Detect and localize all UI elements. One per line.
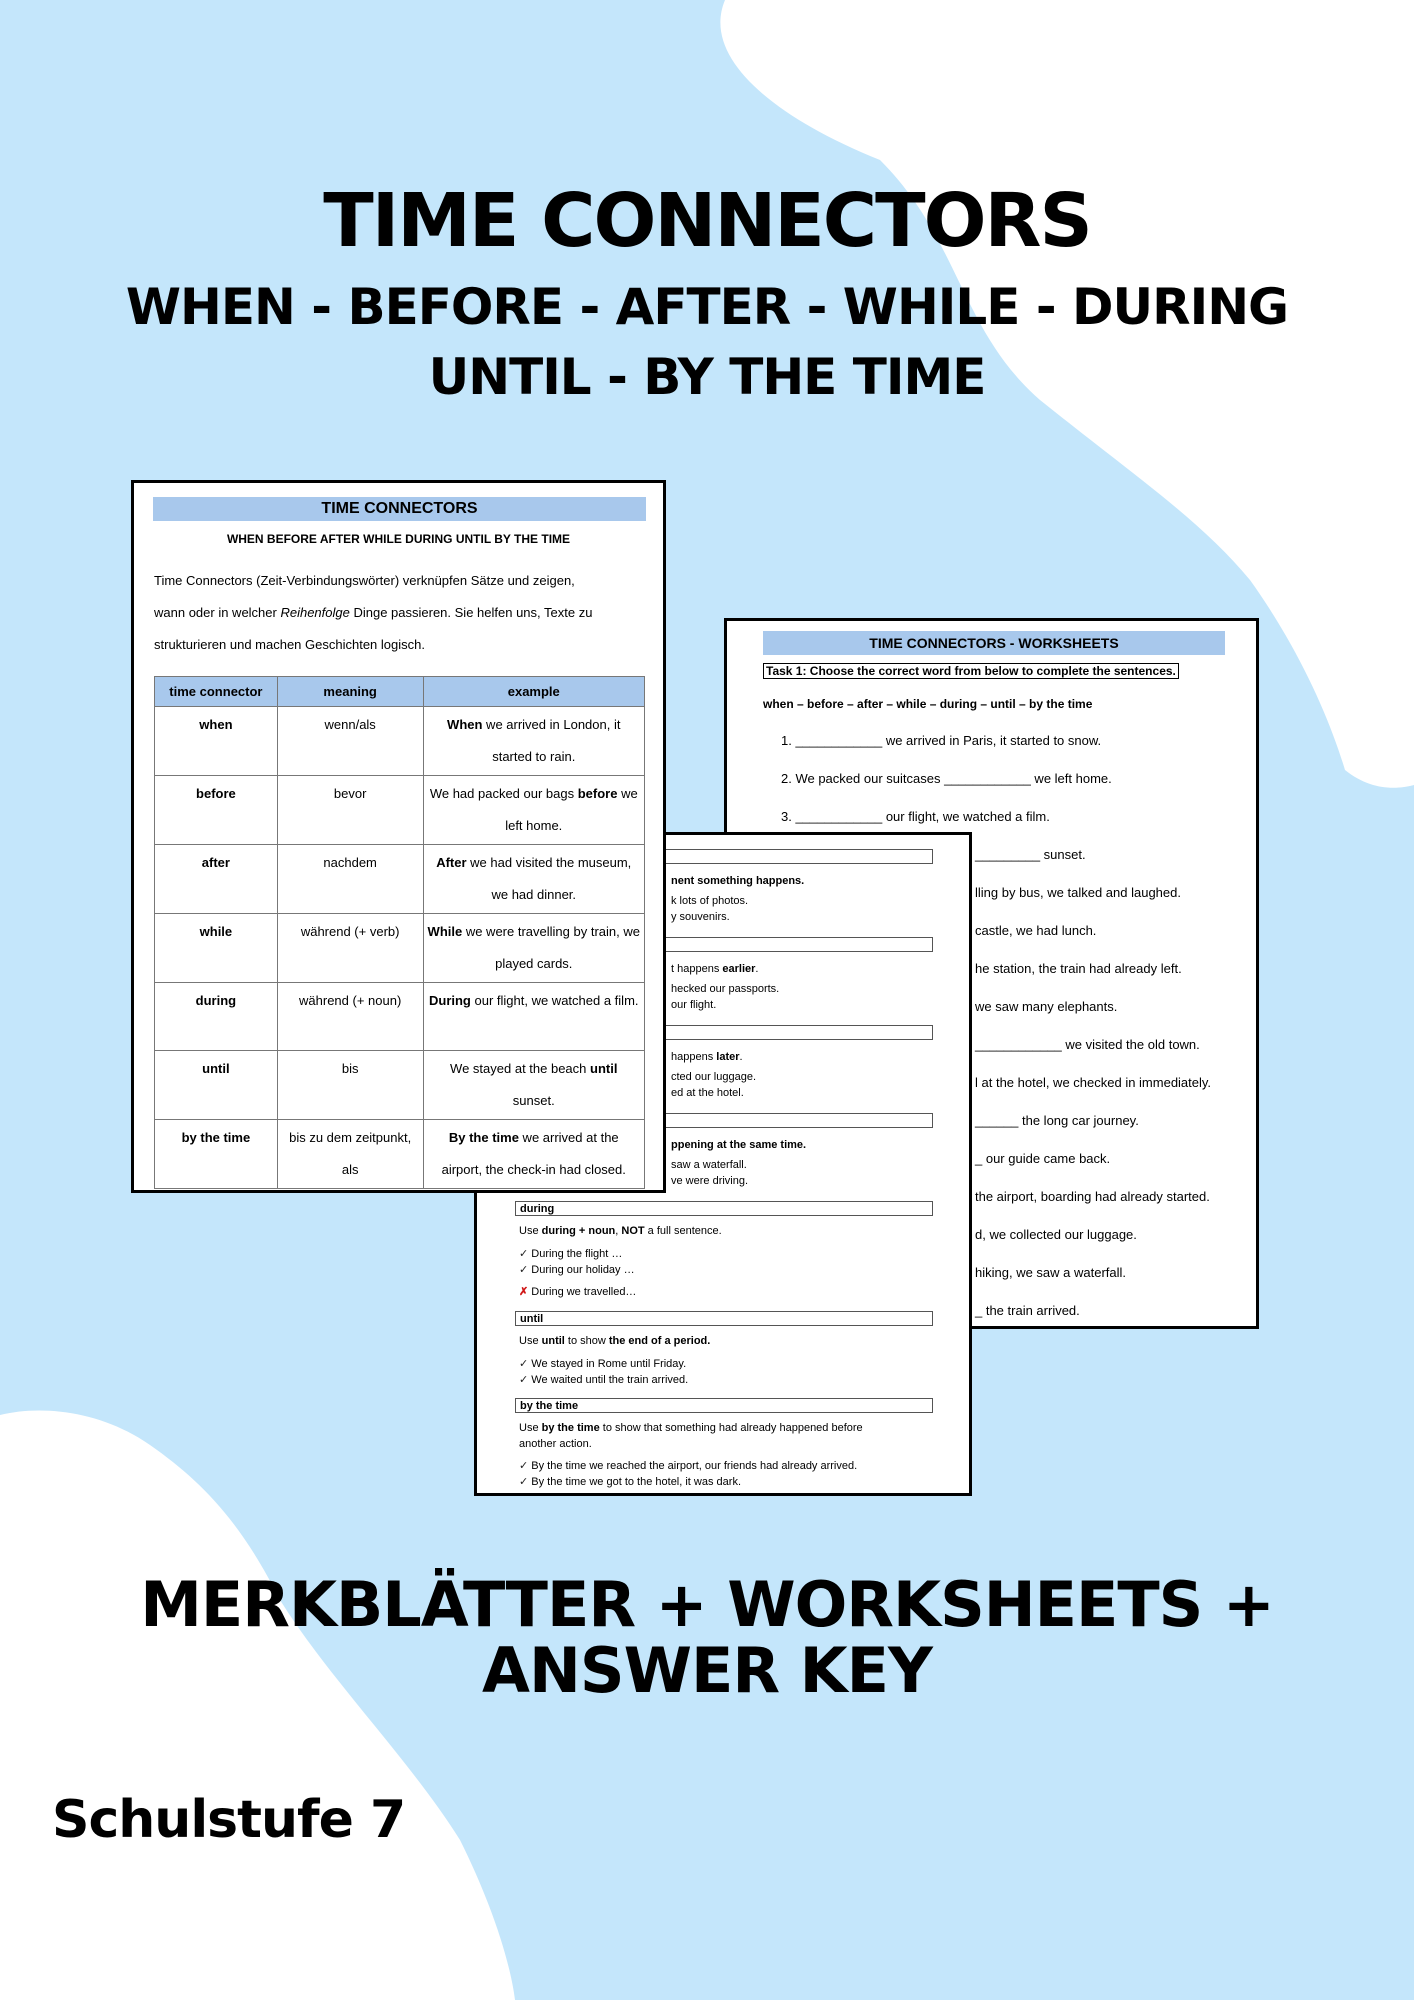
worksheet-item: _________ sunset.	[975, 847, 1086, 862]
connector-cell: before	[155, 776, 278, 845]
meaning-cell: bevor	[277, 776, 423, 845]
example-cell: We had packed our bags before we left home.	[423, 776, 644, 845]
check-icon: ✓	[519, 1358, 529, 1370]
rule-example: ✓ By the time we reached the airport, our friends had already arrived.	[519, 1460, 858, 1472]
rule-text: ppening at the same time.	[671, 1139, 807, 1151]
table-row	[155, 983, 645, 1051]
check-icon: ✓	[519, 1460, 529, 1472]
worksheet-item: the airport, boarding had already started.	[975, 1189, 1210, 1204]
intro-line: Time Connectors (Zeit-Verbindungswörter) verknüpfen Sätze und zeigen,	[154, 573, 575, 588]
rule-example: ✓ During our holiday …	[519, 1264, 635, 1276]
rule-text: nent something happens.	[671, 875, 805, 887]
rule-text: y souvenirs.	[671, 911, 730, 923]
example-cell: When we arrived in London, it started to rain.	[423, 707, 644, 776]
cross-icon: ✗	[519, 1286, 529, 1298]
worksheet-word-list: when – before – after – while – during – until – by the time	[763, 697, 1093, 711]
table-row	[155, 776, 645, 845]
worksheet-item: we saw many elephants.	[975, 999, 1118, 1014]
table-row	[155, 1120, 645, 1189]
worksheet-item: 2. We packed our suitcases ____________ we left home.	[781, 771, 1112, 786]
rule-text: ve were driving.	[671, 1175, 749, 1187]
rule-usage-by-the-time: another action.	[519, 1438, 592, 1450]
rule-usage-during: Use during + noun, NOT a full sentence.	[519, 1225, 722, 1237]
connector-cell: by the time	[155, 1120, 278, 1189]
worksheet-item: _ our guide came back.	[975, 1151, 1111, 1166]
overview-page-preview	[131, 480, 666, 1193]
meaning-cell: bis	[277, 1051, 423, 1120]
rule-example-wrong: ✗ During we travelled…	[519, 1286, 637, 1298]
example-cell: While we were travelling by train, we played cards.	[423, 914, 644, 983]
worksheet-item: 1. ____________ we arrived in Paris, it started to snow.	[781, 733, 1102, 748]
table-row	[155, 707, 645, 776]
column-header: example	[423, 677, 644, 707]
worksheet-item: _ the train arrived.	[975, 1303, 1080, 1318]
product-contents-line-1: MERKBLÄTTER + WORKSHEETS +	[140, 1568, 1274, 1641]
main-title: TIME CONNECTORS	[323, 178, 1091, 264]
worksheet-item: ____________ we visited the old town.	[975, 1037, 1200, 1052]
check-icon: ✓	[519, 1264, 529, 1276]
subtitle-line-2: UNTIL - BY THE TIME	[428, 348, 986, 406]
connector-cell: until	[155, 1051, 278, 1120]
rule-text: t happens earlier.	[671, 963, 759, 975]
table-header-row	[155, 677, 645, 707]
rule-usage-until: Use until to show the end of a period.	[519, 1335, 711, 1347]
worksheet-item: hiking, we saw a waterfall.	[975, 1265, 1127, 1280]
meaning-cell: nachdem	[277, 845, 423, 914]
rule-header-until: until	[515, 1311, 933, 1326]
check-icon: ✓	[519, 1248, 529, 1260]
worksheet-item: l at the hotel, we checked in immediately.	[975, 1075, 1212, 1090]
white-wave-bottom-left	[0, 1410, 515, 2000]
table-row	[155, 1051, 645, 1120]
rule-text: k lots of photos.	[671, 895, 749, 907]
rule-example: ✓ We stayed in Rome until Friday.	[519, 1358, 687, 1370]
connector-cell: after	[155, 845, 278, 914]
worksheet-item: d, we collected our luggage.	[975, 1227, 1137, 1242]
rule-header-by-the-time: by the time	[515, 1398, 933, 1413]
meaning-cell: bis zu dem zeitpunkt, als	[277, 1120, 423, 1189]
worksheet-item: castle, we had lunch.	[975, 923, 1097, 938]
example-cell: After we had visited the museum, we had dinner.	[423, 845, 644, 914]
connector-cell: during	[155, 983, 278, 1051]
rule-example: ✓ By the time we got to the hotel, it was dark.	[519, 1476, 741, 1488]
connector-cell: while	[155, 914, 278, 983]
worksheet-task: Task 1: Choose the correct word from below to complete the sentences.	[763, 663, 1179, 679]
rule-usage-by-the-time: Use by the time to show that something had already happened before	[519, 1422, 863, 1434]
connector-table	[154, 676, 645, 1189]
intro-line: wann oder in welcher Reihenfolge Dinge passieren. Sie helfen uns, Texte zu	[154, 605, 593, 620]
overview-title: TIME CONNECTORS	[153, 497, 646, 521]
meaning-cell: wenn/als	[277, 707, 423, 776]
worksheet-item: 3. ____________ our flight, we watched a film.	[781, 809, 1050, 824]
rule-text: ed at the hotel.	[671, 1087, 744, 1099]
product-contents-line-2: ANSWER KEY	[482, 1634, 932, 1707]
subtitle-line-1: WHEN - BEFORE - AFTER - WHILE - DURING	[125, 278, 1289, 336]
example-cell: During our flight, we watched a film.	[423, 983, 644, 1051]
rule-header-during: during	[515, 1201, 933, 1216]
example-cell: We stayed at the beach until sunset.	[423, 1051, 644, 1120]
column-header: time connector	[155, 677, 278, 707]
grade-level: Schulstufe 7	[52, 1790, 406, 1850]
table-row	[155, 914, 645, 983]
connector-cell: when	[155, 707, 278, 776]
table-row	[155, 845, 645, 914]
overview-subtitle: WHEN BEFORE AFTER WHILE DURING UNTIL BY THE TIME	[226, 532, 571, 546]
rule-text: hecked our passports.	[671, 983, 780, 995]
product-contents	[0, 1568, 1414, 1707]
rule-text: saw a waterfall.	[671, 1159, 747, 1171]
check-icon: ✓	[519, 1476, 529, 1488]
worksheet-item: he station, the train had already left.	[975, 961, 1182, 976]
worksheet-item: lling by bus, we talked and laughed.	[975, 885, 1181, 900]
column-header: meaning	[277, 677, 423, 707]
rule-example: ✓ During the flight …	[519, 1248, 623, 1260]
rule-text: cted our luggage.	[671, 1071, 757, 1083]
rule-example: ✓ We waited until the train arrived.	[519, 1374, 689, 1386]
rule-text: our flight.	[671, 999, 717, 1011]
worksheet-title: TIME CONNECTORS - WORKSHEETS	[763, 631, 1225, 655]
intro-line: strukturieren und machen Geschichten logisch.	[154, 637, 425, 652]
rule-text: happens later.	[671, 1051, 743, 1063]
example-cell: By the time we arrived at the airport, the check-in had closed.	[423, 1120, 644, 1189]
meaning-cell: während (+ noun)	[277, 983, 423, 1051]
worksheet-item: ______ the long car journey.	[975, 1113, 1139, 1128]
meaning-cell: während (+ verb)	[277, 914, 423, 983]
overview-intro	[154, 565, 649, 661]
check-icon: ✓	[519, 1374, 529, 1386]
